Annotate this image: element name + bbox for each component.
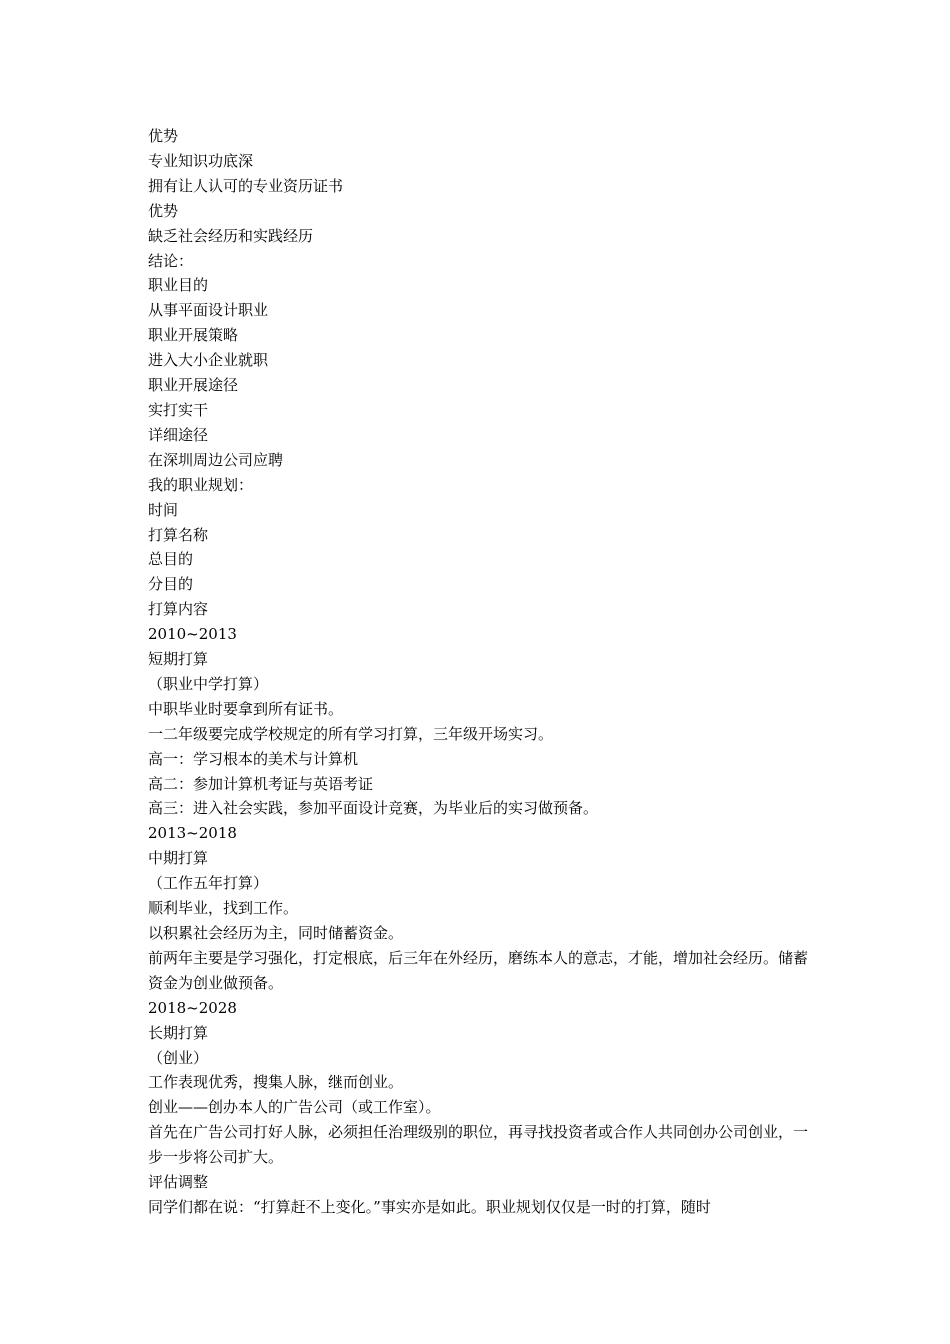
document-body	[148, 124, 808, 1220]
text-line: 长期打算	[148, 1023, 209, 1042]
text-line: 2010~2013	[148, 625, 237, 644]
text-line: 总目的	[148, 550, 194, 569]
text-line: 实打实干	[148, 400, 209, 419]
text-line: 高三：进入社会实践，参加平面设计竞赛，为毕业后的实习做预备。	[148, 799, 599, 818]
text-line: 结论：	[148, 251, 194, 270]
text-line: 工作表现优秀，搜集人脉，继而创业。	[148, 1073, 404, 1092]
text-line: 前两年主要是学习强化，打定根底，后三年在外经历，磨练本人的意志，才能，增加社会经历。储蓄资金为创业做预备。	[148, 948, 809, 992]
text-line: 分目的	[148, 575, 194, 594]
text-line: 缺乏社会经历和实践经历	[148, 226, 314, 245]
text-line: 打算名称	[148, 525, 209, 544]
text-line: 打算内容	[148, 600, 209, 619]
text-line: 同学们都在说：“打算赶不上变化。”事实亦是如此。职业规划仅仅是一时的打算，随时	[148, 1197, 711, 1216]
text-line: 拥有让人认可的专业资历证书	[148, 176, 344, 195]
text-line: 评估调整	[148, 1173, 209, 1192]
text-line: 2013~2018	[148, 824, 237, 843]
text-line: 详细途径	[148, 425, 209, 444]
text-line: 首先在广告公司打好人脉，必须担任治理级别的职位，再寻找投资者或合作人共同创办公司创业，一步一步将公司扩大。	[148, 1123, 809, 1167]
text-line: 以积累社会经历为主，同时储蓄资金。	[148, 924, 404, 942]
text-line: 创业——创办本人的广告公司（或工作室）。	[148, 1098, 441, 1117]
text-line: 时间	[148, 500, 179, 519]
text-line: 高一：学习根本的美术与计算机	[148, 749, 359, 768]
text-line: （工作五年打算）	[148, 874, 269, 893]
text-line: 从事平面设计职业	[148, 301, 269, 320]
text-line: 职业开展途径	[148, 376, 239, 395]
text-line: 2018~2028	[148, 998, 237, 1017]
text-line: 优势	[148, 201, 179, 220]
text-line: 优势	[148, 127, 179, 145]
text-line: 进入大小企业就职	[148, 351, 269, 370]
text-line: 专业知识功底深	[148, 151, 254, 170]
text-line: 高二：参加计算机考证与英语考证	[148, 774, 374, 793]
text-line: 顺利毕业，找到工作。	[148, 899, 299, 918]
text-line: 职业目的	[148, 276, 209, 295]
text-line: 中期打算	[148, 849, 209, 868]
text-line: （职业中学打算）	[148, 674, 269, 693]
text-line: 我的职业规划：	[148, 475, 254, 494]
text-line: 在深圳周边公司应聘	[148, 450, 284, 469]
text-line: 短期打算	[148, 650, 209, 669]
text-line: 中职毕业时要拿到所有证书。	[148, 699, 344, 718]
text-line: （创业）	[148, 1048, 209, 1067]
text-line: 职业开展策略	[148, 326, 239, 345]
text-line: 一二年级要完成学校规定的所有学习打算，三年级开场实习。	[148, 724, 554, 743]
